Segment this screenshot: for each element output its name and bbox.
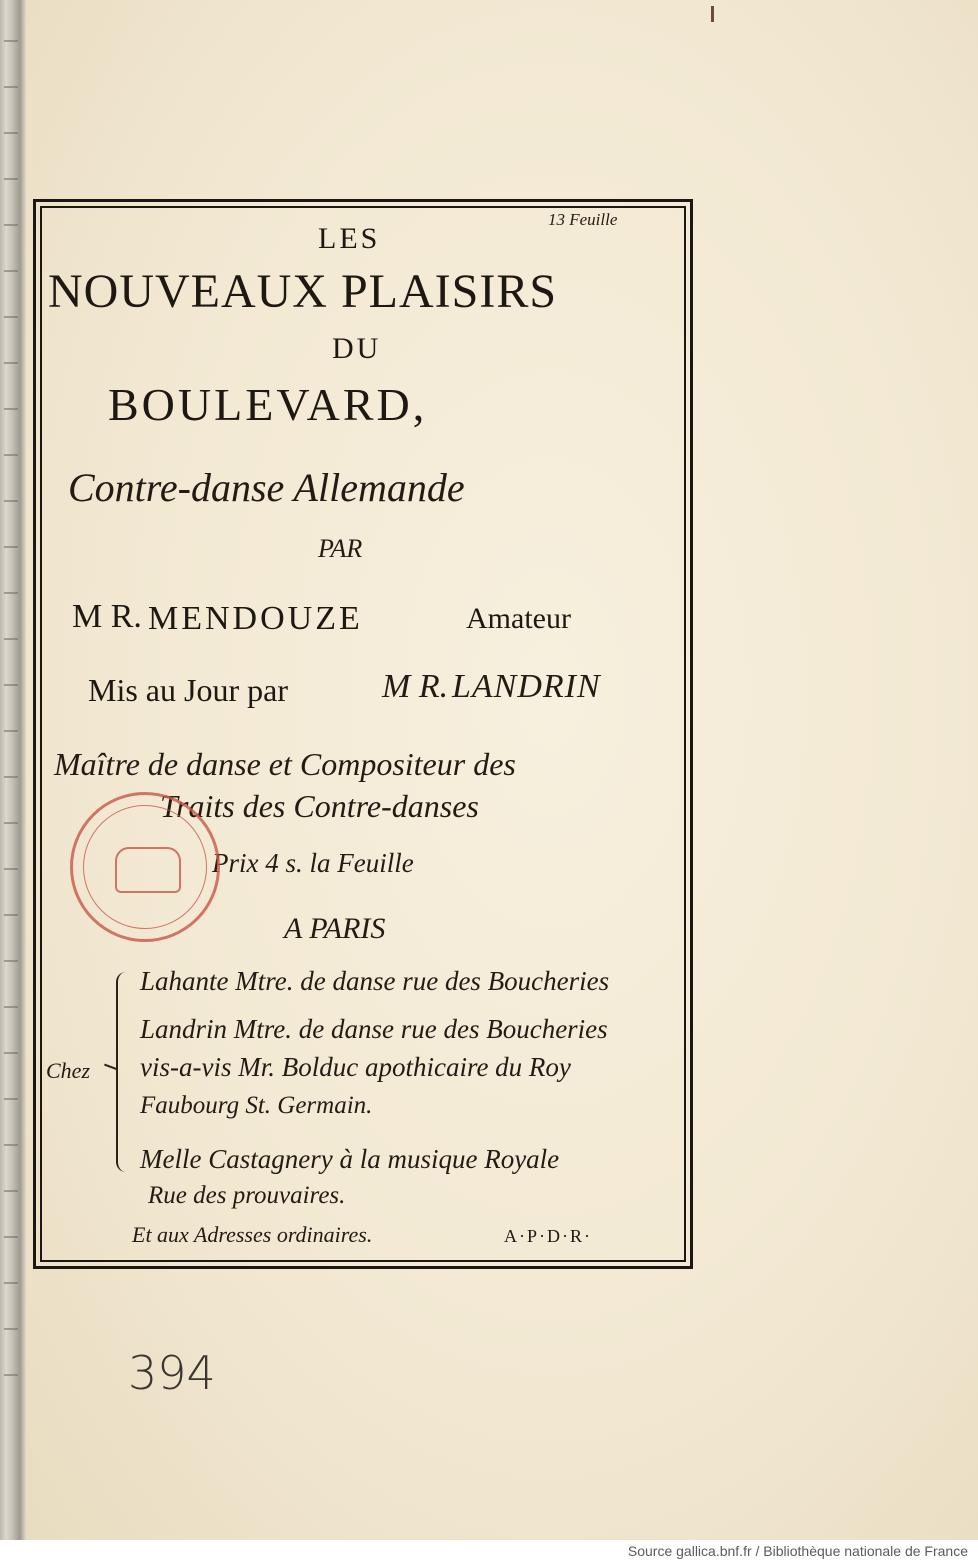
title-boulevard: BOULEVARD, (108, 379, 428, 430)
subtitle-contre-danse: Contre-danse Allemande (68, 465, 465, 510)
price-line: Prix 4 s. la Feuille (212, 848, 414, 878)
folio-note: 13 Feuille (548, 210, 618, 229)
address-faubourg: Faubourg St. Germain. (140, 1092, 373, 1119)
publisher-role-1: Maître de danse et Compositeur des (54, 746, 516, 782)
title-nouveaux-plaisirs: NOUVEAUX PLAISIRS (48, 265, 558, 318)
privilege-mark: A·P·D·R· (504, 1226, 592, 1246)
footer-bar (0, 1540, 978, 1566)
binding-ruling (4, 40, 18, 1440)
publisher-prefix: M R. (382, 668, 449, 705)
address-bolduc: vis-a-vis Mr. Bolduc apothicaire du Roy (140, 1052, 571, 1082)
publisher-role-2: Traits des Contre-danses (160, 788, 479, 824)
address-castagnery: Melle Castagnery à la musique Royale (140, 1144, 560, 1174)
author-role: Amateur (466, 602, 571, 635)
source-credit[interactable]: Source gallica.bnf.fr / Bibliothèque nationale de France (627, 1543, 968, 1559)
address-lahante: Lahante Mtre. de danse rue des Boucheries (140, 966, 610, 996)
publisher-line: Mis au Jour par (88, 672, 288, 708)
par-label: PAR (318, 534, 363, 563)
ordinary-addresses: Et aux Adresses ordinaires. (132, 1222, 373, 1247)
publisher-name: LANDRIN (452, 668, 601, 705)
shelf-number: 394 (128, 1346, 216, 1400)
chez-label: Chez (46, 1058, 90, 1083)
author-name: MENDOUZE (148, 600, 363, 637)
author-prefix: M R. (72, 598, 142, 635)
address-prouvaires: Rue des prouvaires. (148, 1182, 346, 1209)
crown-icon (115, 847, 181, 893)
city-line: A PARIS (284, 912, 386, 945)
title-les: LES (318, 222, 381, 255)
page-mark (711, 6, 714, 22)
book-binding (0, 0, 26, 1540)
address-brace (116, 972, 136, 1172)
library-stamp (70, 792, 220, 942)
title-du: DU (332, 332, 382, 365)
address-landrin: Landrin Mtre. de danse rue des Boucheries (140, 1014, 608, 1044)
